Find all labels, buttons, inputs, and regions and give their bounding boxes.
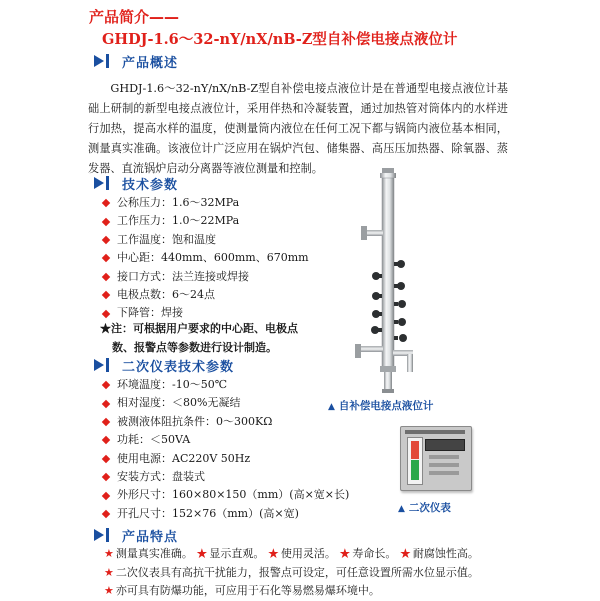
feature-text: 寿命长。 — [352, 547, 397, 560]
list-item-text: 环境温度：-10～50℃ — [117, 378, 228, 391]
bullet-diamond-icon — [102, 473, 110, 481]
list-item-text: 接口方式：法兰连接或焊接 — [117, 269, 249, 283]
star-icon: ★ — [339, 547, 351, 560]
list-item-text: 安装方式：盘装式 — [117, 469, 205, 483]
list-item — [100, 413, 360, 431]
bullet-diamond-icon — [102, 399, 110, 407]
overview-paragraph: GHDJ-1.6～32-nY/nX/nB-Z型自补偿电接点液位计是在普通型电接点液位计基础上研制的新型电接点液位计，采用伴热和冷凝装置，通过加热管对筒体内的水样进行加热，提高水样的温度，使测量筒内液位在任何工况下都与锅筒内液位基本相同，测量真实准确。该液位计广泛应用在锅炉汽包、储集器、高压压加热器、除氧器、蒸发器、直流锅炉启动分离器等液位测量和控制。 — [88, 82, 508, 175]
section-arrow-icon — [88, 53, 122, 69]
design-note-line-2: 数、报警点等参数进行设计制造。 — [112, 340, 277, 354]
caption-triangle-icon: ▲ — [398, 504, 405, 514]
list-item — [100, 394, 360, 412]
star-icon: ★ — [267, 547, 279, 560]
list-item-text: 电极点数：6～24点 — [117, 287, 215, 301]
feature-text: 使用灵活。 — [280, 547, 336, 560]
meter-display — [425, 439, 465, 451]
secondary-params-list — [100, 376, 360, 523]
feature-text: 测量真实准确。 — [115, 547, 193, 560]
list-item-text: 中心距：440mm、600mm、670mm — [117, 251, 309, 265]
level-gauge-illustration — [345, 168, 435, 398]
meter-caption — [398, 500, 451, 515]
feature-text: 显示直观。 — [209, 547, 265, 560]
bullet-diamond-icon — [102, 199, 110, 207]
list-item-text: 外形尺寸：160×80×150（mm）(高×宽×长) — [117, 488, 350, 502]
section-tech-params-heading — [88, 174, 178, 192]
list-item — [100, 249, 340, 267]
bullet-diamond-icon — [102, 291, 110, 299]
section-secondary-params-heading — [88, 356, 234, 374]
list-item — [100, 431, 360, 449]
design-note — [100, 320, 335, 357]
star-icon: ★ — [399, 547, 411, 560]
gauge-caption-text: 自补偿电接点液位计 — [338, 400, 434, 412]
features-line-1 — [104, 545, 544, 564]
list-item-text: 相对湿度：＜80%无凝结 — [117, 396, 241, 410]
design-note-line-1: ★注：可根据用户要求的中心距、电极点 — [100, 322, 298, 335]
bullet-diamond-icon — [102, 436, 110, 444]
features-line-3 — [104, 582, 544, 601]
bullet-diamond-icon — [102, 254, 110, 262]
list-item-text: 使用电源：AC220V 50Hz — [117, 451, 251, 465]
list-item-text: 工作压力：1.0～22MPa — [117, 214, 240, 228]
star-icon: ★ — [104, 565, 114, 579]
bullet-diamond-icon — [102, 418, 110, 426]
star-icon: ★ — [196, 547, 208, 560]
star-icon: ★ — [104, 584, 114, 597]
feature-text: 二次仪表具有高抗干扰能力，报警点可设定，可任意设置所需水位显示值。 — [115, 565, 479, 579]
bullet-diamond-icon — [102, 309, 110, 317]
list-item — [100, 376, 360, 394]
section-arrow-icon — [88, 357, 122, 373]
product-model-title: GHDJ-1.6～32-nY/nX/nB-Z型自补偿电接点液位计 — [102, 31, 458, 48]
star-icon: ★ — [104, 547, 114, 560]
list-item-text: 工作温度：饱和温度 — [117, 232, 216, 246]
section-secondary-params-label: 二次仪表技术参数 — [122, 359, 235, 375]
section-arrow-icon — [88, 175, 122, 191]
section-features-label: 产品特点 — [122, 529, 179, 545]
meter-level-column — [407, 437, 423, 485]
feature-text: 耐腐蚀性高。 — [412, 547, 479, 560]
list-item — [100, 286, 340, 304]
bullet-diamond-icon — [102, 510, 110, 518]
list-item-text: 公称压力：1.6～32MPa — [117, 196, 240, 209]
features-list — [104, 545, 544, 601]
list-item — [100, 468, 360, 486]
title-line-1: 产品简介—— — [89, 8, 180, 26]
list-item — [100, 450, 360, 468]
list-item — [100, 268, 340, 286]
list-item — [100, 486, 360, 504]
list-item — [100, 505, 360, 523]
list-item-text: 功耗：＜50VA — [117, 433, 191, 447]
list-item-text: 被测液体阻抗条件：0～300KΩ — [117, 414, 273, 428]
section-overview-heading — [88, 52, 178, 70]
list-item — [100, 231, 340, 249]
meter-caption-text: 二次仪表 — [408, 502, 451, 514]
feature-text: 亦可具有防爆功能，可应用于石化等易燃易爆环境中。 — [115, 584, 380, 597]
bullet-diamond-icon — [102, 491, 110, 499]
secondary-instrument-illustration — [400, 426, 472, 491]
meter-top-strip — [405, 430, 465, 434]
list-item — [100, 212, 340, 230]
bullet-diamond-icon — [102, 236, 110, 244]
section-overview-label: 产品概述 — [122, 55, 179, 71]
bullet-diamond-icon — [102, 273, 110, 281]
bullet-diamond-icon — [102, 381, 110, 389]
list-item-text: 开孔尺寸：152×76（mm）(高×宽) — [117, 506, 299, 520]
list-item — [100, 194, 340, 212]
list-item-text: 下降管：焊接 — [117, 306, 183, 320]
tech-params-list — [100, 194, 340, 323]
features-line-2 — [104, 564, 544, 583]
gauge-caption — [328, 398, 433, 413]
section-tech-params-label: 技术参数 — [122, 177, 179, 193]
bullet-diamond-icon — [102, 455, 110, 463]
caption-triangle-icon: ▲ — [328, 402, 335, 412]
bullet-diamond-icon — [102, 217, 110, 225]
section-arrow-icon — [88, 527, 122, 543]
section-features-heading — [88, 526, 178, 544]
